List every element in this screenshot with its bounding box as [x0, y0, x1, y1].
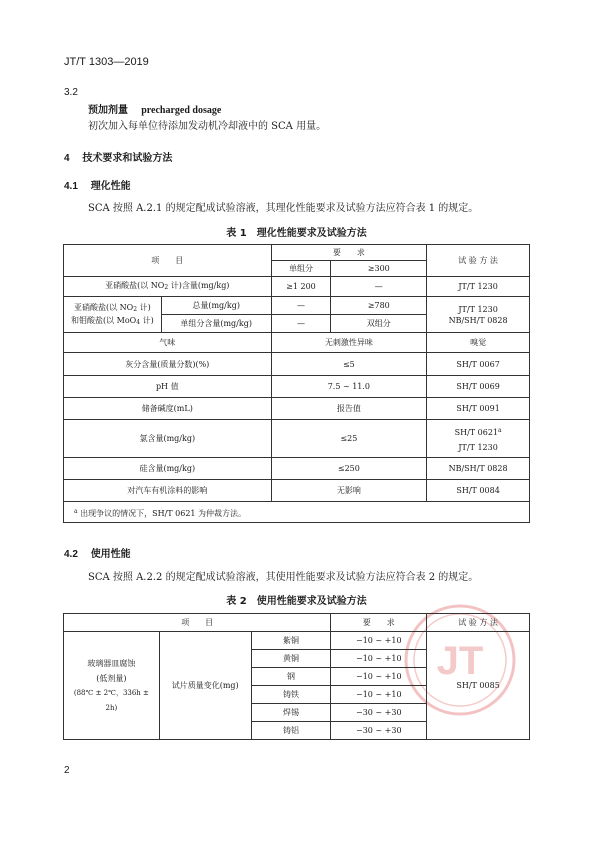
t1-r8-item: 硅含量(mg/kg)	[64, 458, 272, 480]
table-row	[64, 480, 530, 502]
t1-r3-item: 气味	[64, 333, 272, 353]
table-2	[63, 613, 530, 740]
t1-r3-value: 无刺激性异味	[271, 333, 427, 353]
section-4-2-text: SCA 按照 A.2.2 的规定配成试验溶液，其使用性能要求及试验方法应符合表 2 的规定。	[88, 572, 479, 583]
t1-r4-method: SH/T 0067	[427, 353, 530, 376]
t1-r2-sub1: 总量(mg/kg)	[161, 297, 271, 315]
table-row	[64, 297, 530, 315]
t1-header-requirement: 要 求	[271, 245, 427, 261]
t2-requirement: −10 ~ +10	[331, 650, 427, 668]
t2-method: SH/T 0085	[427, 632, 530, 740]
t1-r1-item: 亚硝酸盐(以 NO2 计)含量(mg/kg)	[64, 277, 272, 297]
section-4-2-title: 使用性能	[90, 549, 131, 560]
t1-r6-method: SH/T 0091	[427, 398, 530, 420]
t1-r1-method: JT/T 1230	[427, 277, 530, 297]
t1-r6-value: 报告值	[271, 398, 427, 420]
page-number: 2	[64, 765, 70, 776]
t2-requirement: −10 ~ +10	[331, 668, 427, 686]
term-cn: 预加剂量	[88, 105, 128, 116]
t1-r9-value: 无影响	[271, 480, 427, 502]
t1-r7-item: 氯含量(mg/kg)	[64, 420, 272, 458]
t2-metal: 焊锡	[251, 704, 331, 722]
table-row	[64, 458, 530, 480]
t2-header-method: 试 验 方 法	[427, 614, 530, 632]
t1-header-item: 项 目	[64, 245, 272, 277]
t2-requirement: −30 ~ +30	[331, 722, 427, 740]
seal-text: JT	[436, 639, 484, 683]
table-2-caption: 表 2 使用性能要求及试验方法	[226, 596, 367, 607]
table-row	[64, 333, 530, 353]
t1-r2-sub1-value2: ≥780	[331, 297, 427, 315]
t2-metal: 黄铜	[251, 650, 331, 668]
t1-r3-method: 嗅觉	[427, 333, 530, 353]
t1-r7-value: ≤25	[271, 420, 427, 458]
t2-metal: 铸铝	[251, 722, 331, 740]
t1-r1-value1: ≥1 200	[271, 277, 331, 297]
t1-header-single: 单组分	[271, 261, 331, 277]
section-4-2-number: 4.2	[64, 549, 78, 560]
table-row	[64, 277, 530, 297]
section-4-heading	[64, 149, 172, 164]
t2-header-item: 项 目	[64, 614, 331, 632]
t1-footnote: $^a$ 出现争议的情况下，SH/T 0621 为仲裁方法。	[64, 502, 530, 523]
t1-r1-value2: —	[331, 277, 427, 297]
table-1-caption: 表 1 理化性能要求及试验方法	[226, 228, 367, 239]
t1-r9-method: SH/T 0084	[427, 480, 530, 502]
table-row	[64, 376, 530, 398]
t1-r2-group: 亚硝酸盐(以 NO2 计) 和钼酸盐(以 MoO4 计)	[64, 297, 162, 333]
t1-r8-value: ≤250	[271, 458, 427, 480]
section-4-1-number: 4.1	[64, 181, 78, 192]
t2-metal: 铸铁	[251, 686, 331, 704]
t2-sub-item: 试片质量变化(mg)	[159, 632, 251, 740]
t1-header-method: 试 验 方 法	[427, 245, 530, 277]
term-heading	[88, 101, 221, 116]
t2-requirement: −30 ~ +30	[331, 704, 427, 722]
standard-number: JT/T 1303—2019	[64, 56, 149, 68]
t2-group: 玻璃器皿腐蚀 (低剂量) (88℃ ± 2℃，336h ± 2h)	[64, 632, 160, 740]
section-4-1-text: SCA 按照 A.2.1 的规定配成试验溶液，其理化性能要求及试验方法应符合表 1 的规定。	[88, 203, 479, 214]
t1-r2-method: JT/T 1230 NB/SH/T 0828	[427, 297, 530, 333]
t1-r4-value: ≤5	[271, 353, 427, 376]
section-3-2-number: 3.2	[64, 87, 78, 98]
t1-r2-sub2: 单组分含量(mg/kg)	[161, 315, 271, 333]
section-4-2-heading	[64, 545, 131, 560]
t1-header-ge300: ≥300	[331, 261, 427, 277]
t2-metal: 钢	[251, 668, 331, 686]
section-4-1-heading	[64, 177, 131, 192]
section-4-number: 4	[64, 153, 70, 164]
table-row	[64, 398, 530, 420]
t2-metal: 紫铜	[251, 632, 331, 650]
t2-requirement: −10 ~ +10	[331, 686, 427, 704]
t1-r6-item: 储备碱度(mL)	[64, 398, 272, 420]
t1-r2-sub2-value1: —	[271, 315, 331, 333]
section-4-1-title: 理化性能	[90, 181, 131, 192]
t1-r2-sub1-value1: —	[271, 297, 331, 315]
t2-header-requirement: 要 求	[331, 614, 427, 632]
t1-r5-value: 7.5 ~ 11.0	[271, 376, 427, 398]
t1-r9-item: 对汽车有机涂料的影响	[64, 480, 272, 502]
table-row	[64, 353, 530, 376]
t1-r2-sub2-value2: 双组分	[331, 315, 427, 333]
section-4-title: 技术要求和试验方法	[82, 153, 173, 164]
table-row	[64, 632, 530, 650]
t1-r8-method: NB/SH/T 0828	[427, 458, 530, 480]
t1-r7-method: SH/T 0621$^a$ JT/T 1230	[427, 420, 530, 458]
t2-requirement: −10 ~ +10	[331, 632, 427, 650]
t1-r4-item: 灰分含量(质量分数)(%)	[64, 353, 272, 376]
t1-r5-item: pH 值	[64, 376, 272, 398]
term-en: precharged dosage	[141, 105, 222, 116]
table-row	[64, 420, 530, 458]
term-definition: 初次加入每单位待添加发动机冷却液中的 SCA 用量。	[88, 121, 327, 132]
t1-r5-method: SH/T 0069	[427, 376, 530, 398]
table-1	[63, 244, 530, 523]
